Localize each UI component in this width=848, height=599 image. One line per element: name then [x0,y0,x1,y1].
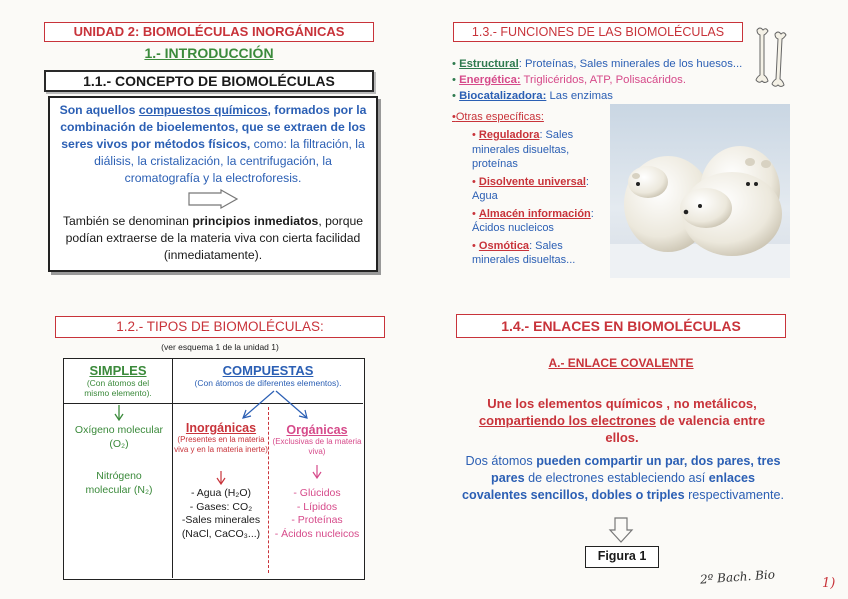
simples-title: SIMPLES [89,363,147,378]
polar-bears-image [610,104,790,278]
list-item: - Agua (H₂O) [190,487,252,499]
list-item: - Glúcidos [293,487,341,499]
organicas-title: Orgánicas [286,423,348,437]
covalent-p1: Une los elementos químicos , no metálicos, compartiendo los electrones de valencia entre ellos. [478,396,766,445]
concept-heading: 1.1.- CONCEPTO DE BIOMOLÉCULAS [44,70,374,92]
red-down-arrow-icon [216,471,226,485]
concept-box [48,96,378,272]
organicas-list [270,487,364,541]
types-table [63,358,365,580]
bonds-heading: 1.4.- ENLACES EN BIOMOLÉCULAS [456,314,786,338]
concept-definition: Son aquellos compuestos químicos, formados por la combinación de bioelementos, que se extraen de los seres vivos por métodos físicos, como: la filtración, la diálisis, la cristalización, la centrifugación, la cromatografía y la electroforesis. [59,103,367,185]
inorganicas-list [174,487,268,541]
compuestas-title: COMPUESTAS [222,363,314,378]
list-item: • Energética: Triglicéridos, ATP, Polisacáridos. [452,74,686,86]
list-item: • Disolvente universal: Agua [472,175,589,202]
list-item: - Lípidos [296,500,338,513]
pink-down-arrow-icon [312,465,322,479]
functions-list [452,56,762,104]
page-mark: 1) [822,576,836,591]
otras-label: •Otras específicas: [452,111,544,123]
list-item: - Ácidos nucleicos [274,527,360,540]
compuestas-desc: (Con átomos de diferentes elementos). [194,378,342,388]
simples-desc: (Con átomos del mismo elemento). [84,378,152,398]
list-item: - Gases: CO₂ [189,500,253,513]
inorganicas-title: Inorgánicas [185,421,257,435]
organicas-desc: (Exclusivas de la materia viva) [272,437,362,456]
intro-heading: 1.- INTRODUCCIÓN [144,45,274,61]
nitrogeno-item: Nitrógeno molecular (N₂) [85,470,153,496]
footer-note: 2º Bach. Bio [699,567,776,587]
list-item: - Proteínas [291,514,343,526]
list-item: • Almacén información: Ácidos nucleicos [472,207,594,234]
types-note: (ver esquema 1 de la unidad 1) [161,342,279,352]
list-item: -Sales minerales [181,514,261,526]
list-item: • Osmótica: Sales minerales disueltas... [472,239,576,266]
list-item: • Estructural: Proteínas, Sales minerales de los huesos... [452,58,743,70]
inorganicas-desc: (Presentes en la materia viva y en la materia inerte) [174,435,268,454]
list-item: • Reguladora: Sales minerales disueltas, proteínas [472,129,574,170]
oxigeno-item: Oxígeno molecular (O₂) [74,424,164,450]
concept-also: También se denominan principios inmediatos, porque podían extraerse de la materia viva con cierta facilidad (inmediatamente). [62,214,364,262]
down-arrow-icon [608,516,634,544]
list-item: • Biocatalizadora: Las enzimas [452,90,613,102]
covalent-p2: Dos átomos pueden compartir un par, dos pares, tres pares de electrones estableciendo así enlaces covalentes sencillos, dobles o triples respectivamente. [462,454,784,502]
unit-title: UNIDAD 2: BIOMOLÉCULAS INORGÁNICAS [44,22,374,42]
covalent-heading: A.- ENLACE COVALENTE [548,356,694,370]
types-heading: 1.2.- TIPOS DE BIOMOLÉCULAS: [55,316,385,338]
down-arrow-icon [185,189,241,211]
figure-label[interactable]: Figura 1 [585,546,659,568]
green-down-arrow-icon [114,405,124,421]
branch-arrows-icon [214,389,324,423]
functions-heading: 1.3.- FUNCIONES DE LAS BIOMOLÉCULAS [453,22,743,42]
list-item: (NaCl, CaCO₃...) [181,527,261,540]
otras-list [472,128,606,268]
